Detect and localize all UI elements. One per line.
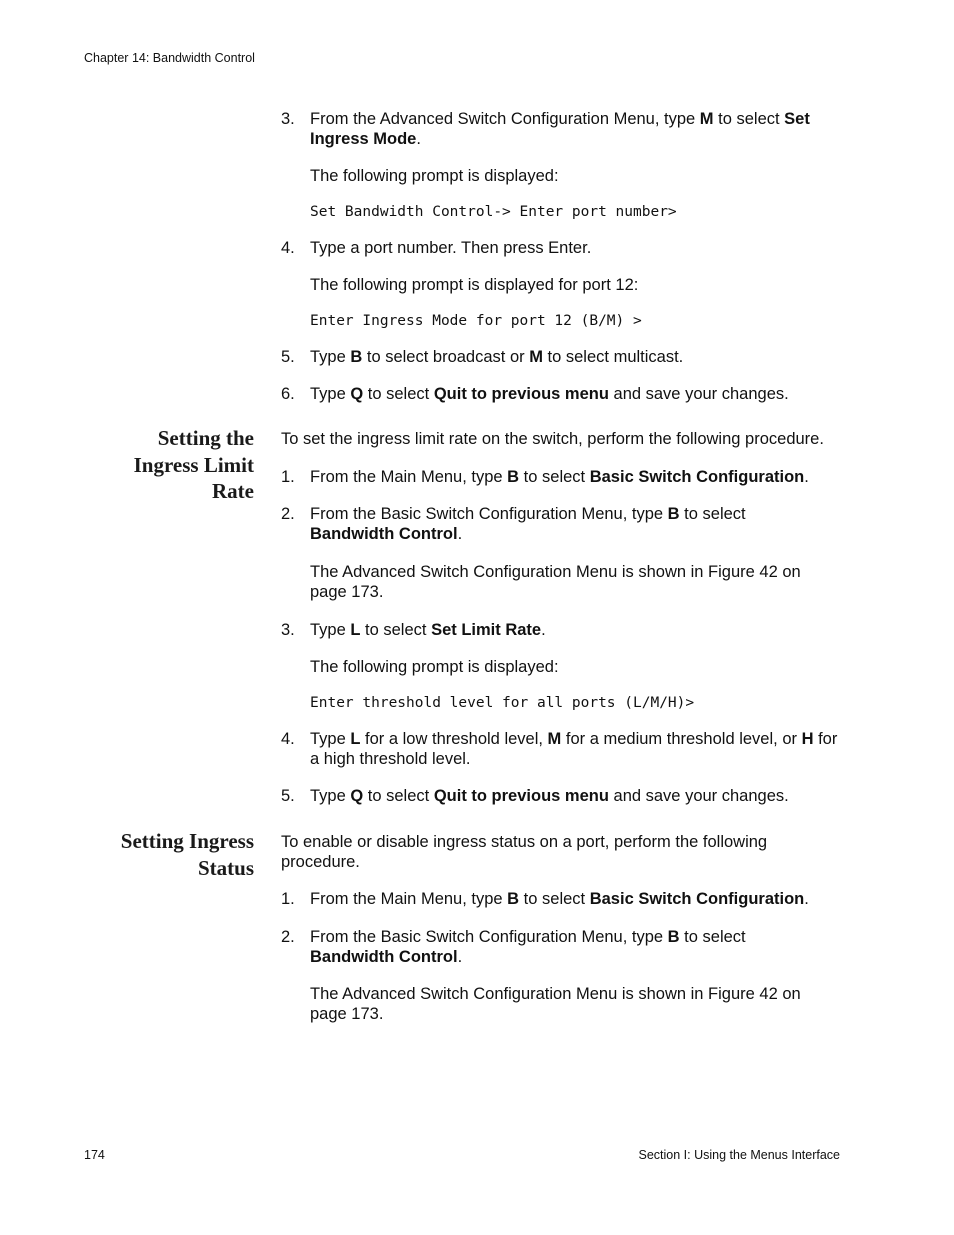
section-heading-limit-rate: Setting the Ingress Limit Rate bbox=[133, 426, 254, 503]
step-text: Type L for a low threshold level, M for a medium threshold level, or H for a high threshold level. bbox=[310, 730, 838, 768]
step-note: The Advanced Switch Configuration Menu is shown in Figure 42 on page 173. bbox=[310, 985, 801, 1023]
section-heading-ingress-status: Setting Ingress Status bbox=[120, 829, 254, 880]
step-number: 1. bbox=[281, 890, 295, 908]
step-text: From the Basic Switch Configuration Menu, type B to select Bandwidth Control. bbox=[310, 928, 746, 966]
step-number: 5. bbox=[281, 787, 295, 805]
step-number: 2. bbox=[281, 505, 295, 523]
step-text: Type B to select broadcast or M to select multicast. bbox=[310, 348, 684, 366]
step-text: From the Advanced Switch Configuration Menu, type M to select Set Ingress Mode. bbox=[310, 110, 810, 148]
page-number: 174 bbox=[84, 1148, 105, 1162]
step-text: From the Basic Switch Configuration Menu, type B to select Bandwidth Control. bbox=[310, 505, 746, 543]
step-number: 3. bbox=[281, 621, 295, 639]
section-intro: To enable or disable ingress status on a port, perform the following procedure. bbox=[281, 833, 768, 871]
step-text: From the Main Menu, type B to select Basic Switch Configuration. bbox=[310, 468, 809, 486]
step-number: 5. bbox=[281, 348, 295, 366]
running-footer: Section I: Using the Menus Interface bbox=[638, 1148, 840, 1162]
step-note: The following prompt is displayed: bbox=[310, 658, 559, 676]
step-number: 1. bbox=[281, 468, 295, 486]
section-intro: To set the ingress limit rate on the switch, perform the following procedure. bbox=[281, 430, 824, 448]
step-text: Type Q to select Quit to previous menu and save your changes. bbox=[310, 385, 789, 403]
prompt-code: Enter Ingress Mode for port 12 (B/M) > bbox=[310, 313, 642, 329]
step-number: 2. bbox=[281, 928, 295, 946]
prompt-code: Enter threshold level for all ports (L/M/H)> bbox=[310, 695, 695, 711]
step-text: Type Q to select Quit to previous menu and save your changes. bbox=[310, 787, 789, 805]
step-text: Type L to select Set Limit Rate. bbox=[310, 621, 546, 639]
step-note: The following prompt is displayed for port 12: bbox=[310, 276, 639, 294]
step-text: From the Main Menu, type B to select Basic Switch Configuration. bbox=[310, 890, 809, 908]
running-header: Chapter 14: Bandwidth Control bbox=[84, 51, 255, 65]
step-number: 6. bbox=[281, 385, 295, 403]
step-note: The following prompt is displayed: bbox=[310, 167, 559, 185]
step-number: 4. bbox=[281, 239, 295, 257]
step-text: Type a port number. Then press Enter. bbox=[310, 239, 592, 257]
step-note: The Advanced Switch Configuration Menu is shown in Figure 42 on page 173. bbox=[310, 563, 801, 601]
prompt-code: Set Bandwidth Control-> Enter port number> bbox=[310, 204, 677, 220]
step-number: 4. bbox=[281, 730, 295, 748]
step-number: 3. bbox=[281, 110, 295, 128]
